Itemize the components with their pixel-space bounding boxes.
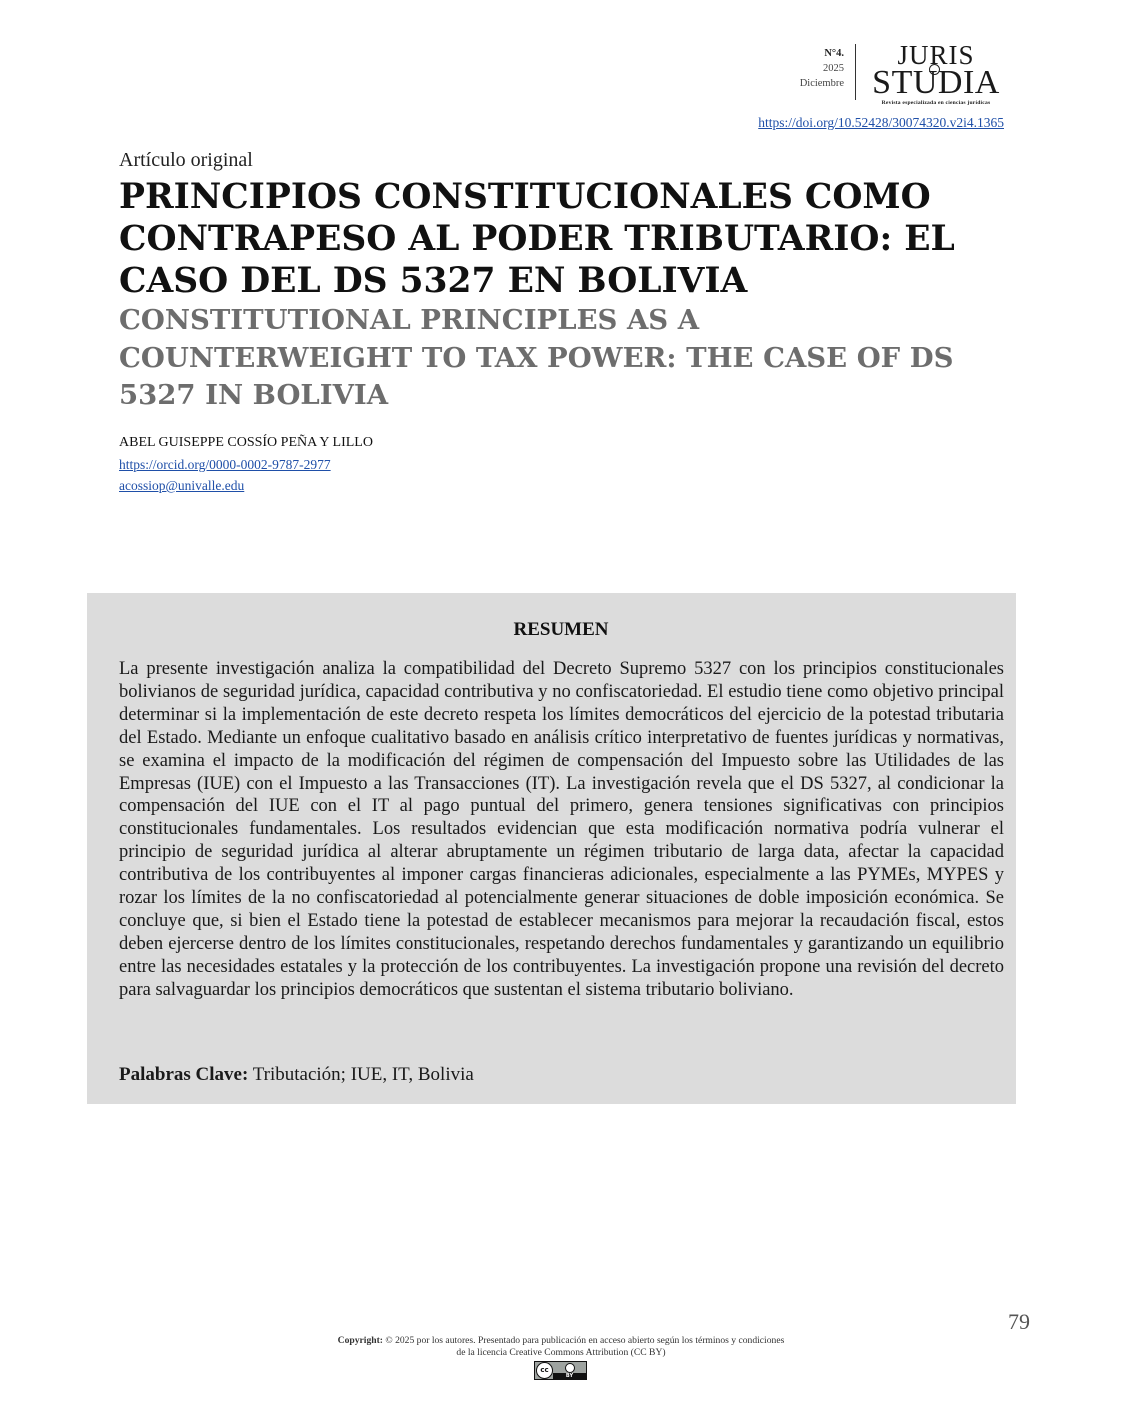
orcid-link[interactable]: https://orcid.org/0000-0002-9787-2977 [119, 457, 331, 472]
copyright-label: Copyright: [337, 1335, 383, 1346]
by-icon [553, 1362, 586, 1379]
doi-link[interactable]: https://doi.org/10.52428/30074320.v2i4.1365 [758, 115, 1004, 130]
journal-logo-line2-text: STUDIA [872, 64, 1000, 101]
cc-icon: cc [536, 1362, 553, 1379]
issue-info [780, 46, 844, 91]
copyright-text: © 2025 por los autores. Presentado para publicación en acceso abierto según los términos y condiciones [382, 1335, 785, 1346]
issue-number: N°4. [824, 48, 844, 59]
cc-by-license-icon[interactable] [534, 1361, 587, 1380]
abstract-heading: RESUMEN [513, 619, 609, 640]
journal-logo-line1: JURIS [897, 40, 975, 70]
abstract-text: La presente investigación analiza la compatibilidad del Decreto Supremo 5327 con los principios constitucionales bolivianos de seguridad jurídica, capacidad contributiva y no confiscatoriedad. El estudio tiene como objetivo principal determinar si la implementación de este decreto respeta los límites democráticos del ejercicio de la potestad tributaria del Estado. Mediante un enfoque cualitativo basado en análisis crítico interpretativo de fuentes jurídicas y normativas, se examina el impacto de la modificación del régimen de compensación del Impuesto sobre las Utilidades de las Empresas (IUE) con el Impuesto a las Transacciones (IT). La investigación revela que el DS 5327, al condicionar la compensación del IUE con el IT al pago puntual del primero, genera tensiones significativas con principios constitucionales fundamentales. Los resultados evidencian que esta modificación normativa podría vulnerar el principio de seguridad jurídica al alterar abruptamente un régimen tributario de larga data, afectar la capacidad contributiva de los contribuyentes al imponer cargas financieras adicionales, especialmente a las PYMEs, MYPES y rozar los límites de la no confiscatoriedad al potencialmente generar situaciones de doble imposición económica. Se concluye que, si bien el Estado tiene la potestad de establecer mecanismos para mejorar la recaudación fiscal, estos deben ejercerse dentro de los límites constitucionales, respetando derechos fundamentales y garantizando un equilibrio entre las necesidades estatales y la protección de los contribuyentes. La investigación propone una revisión del decreto para salvaguardar los principios democráticos que sustentan el sistema tributario boliviano. [119, 659, 1004, 1000]
seal-icon [929, 64, 940, 75]
journal-logo [866, 42, 1006, 106]
journal-logo-line2 [866, 64, 1006, 101]
issue-year: 2025 [823, 63, 844, 74]
header-divider [855, 44, 856, 100]
article-title-en: CONSTITUTIONAL PRINCIPLES AS A COUNTERWEIGHT TO TAX POWER: THE CASE OF DS 5327 IN BOLIVIA [119, 304, 954, 411]
attribution-icon [565, 1363, 575, 1373]
author-name: ABEL GUISEPPE COSSÍO PEÑA Y LILLO [119, 435, 373, 450]
copyright-line1 [0, 1335, 1122, 1347]
article-title-es: PRINCIPIOS CONSTITUCIONALES COMO CONTRAPESO AL PODER TRIBUTARIO: EL CASO DEL DS 5327 EN BOLIVIA [119, 177, 955, 301]
email-link[interactable]: acossiop@univalle.edu [119, 478, 245, 493]
keywords [119, 1064, 474, 1086]
keywords-label: Palabras Clave: [119, 1064, 249, 1085]
journal-subtitle: Revista especializada en ciencias jurídicas [881, 100, 991, 106]
issue-month: Diciembre [799, 78, 844, 89]
article-type: Artículo original [119, 149, 253, 171]
by-label: BY [553, 1373, 586, 1379]
page-number: 79 [1008, 1309, 1030, 1334]
copyright-notice [0, 1335, 1122, 1358]
copyright-line2: de la licencia Creative Commons Attribution (CC BY) [456, 1346, 666, 1358]
keywords-list: Tributación; IUE, IT, Bolivia [248, 1064, 474, 1085]
